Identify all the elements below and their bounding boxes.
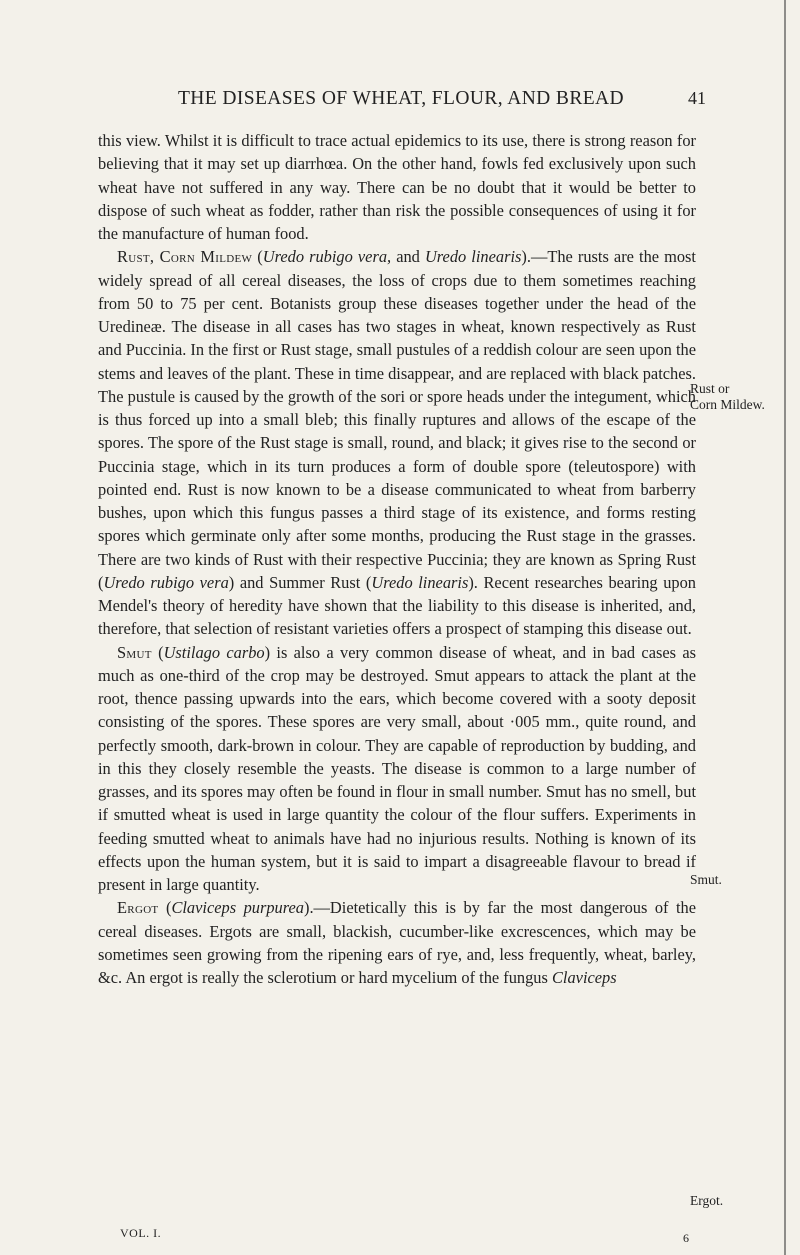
text-fragment: ).—Dietetically this is by far the most dangerous of the cereal diseases. Ergots are small, blackish, cucumber-like excrescences, which may be sometimes seen growing from the ripening ears of rye, and, less frequently, wheat, barley, &c. An ergot is really the sclerotium or hard mycelium of the fungus — [98, 898, 697, 987]
text-fragment: ). Recent researches bearing upon Mendel's theory of heredity have shown that the liability to this disease is inherited, and, therefore, that selection of resistant varieties offers a prospect of stamping this disease out. — [98, 572, 696, 639]
paragraph-ergot — [98, 896, 696, 989]
text-fragment: ( — [252, 247, 263, 267]
page-number: 41 — [688, 88, 706, 108]
text-fragment: and — [391, 247, 425, 267]
latin-name: Ustilago carbo — [163, 642, 265, 662]
running-title: THE DISEASES OF WHEAT, FLOUR, AND BREAD — [177, 88, 625, 109]
text-fragment: ) is also a very common disease of wheat, and in bad cases as much as one-third of the crop may be destroyed. Smut appears to attack the plant at the root, thence passing upwards into the ears, which become covered with a sooty deposit consisting of the spores. These spores are very small, about ·005 mm., quite round, and perfectly smooth, dark-brown in colour. They are capable of reproduction by budding, and in this they closely resemble the yeasts. The disease is common to a large number of grasses, and its spores may often be found in flour in small number. Smut has no smell, but if smutted wheat is used in large quantity the colour of the flour suffers. Experiments in feeding smutted wheat to animals have had no injurious results. Nothing is known of its effects upon the human system, but it is said to impart a disagreeable flavour to bread if present in large quantity. — [98, 642, 696, 894]
margin-note-rust — [690, 381, 790, 413]
text-fragment: ) and Summer Rust ( — [228, 572, 372, 592]
footer-volume: VOL. I. — [120, 1226, 162, 1240]
paragraph-smut — [98, 641, 696, 897]
latin-name: Claviceps purpurea — [171, 898, 304, 918]
margin-note-rust-line2: Corn Mildew. — [690, 397, 765, 412]
text-fragment: ( — [151, 642, 164, 662]
body-text — [98, 129, 696, 989]
text-fragment: ( — [158, 898, 172, 918]
margin-note-smut: Smut. — [690, 872, 722, 887]
page-edge-shadow — [784, 0, 786, 1255]
section-heading-ergot: Ergot — [117, 898, 159, 918]
text-fragment: ).—The rusts are the most widely spread of all cereal diseases, the loss of crops due to them sometimes reaching from 50 to 75 per cent. Botanists group these diseases together under the head of the Uredineæ. The disease in all cases has two stages in wheat, known respectively as Rust and Puccinia. In the first or Rust stage, small pustules of a reddish colour are seen upon the stems and leaves of the plant. These in time disappear, and are replaced with black patches. The pustule is caused by the growth of the sori or spore heads under the integument, which is thus forced up into a small bleb; this finally ruptures and allows of the escape of the spores. The spore of the Rust stage is small, round, and black; it gives rise to the second or Puccinia stage, which in its turn produces a form of double spore (teleutospore) with pointed end. Rust is now known to be a disease communicated to wheat from barberry bushes, upon which this fungus passes a third stage of its existence, and forms resting spores which germinate only after some months, producing the Rust stage in the grasses. There are two kinds of Rust with their respective Puccinia; they are known as Spring Rust ( — [98, 247, 696, 592]
paragraph-intro: this view. Whilst it is difficult to trace actual epidemics to its use, there is strong reason for believing that it may set up diarrhœa. On the other hand, fowls fed exclusively upon such wheat have not suffered in any way. There can be no doubt that it would be better to dispose of such wheat as fodder, rather than risk the possible consequences of using it for the manufacture of human food. — [98, 131, 696, 243]
latin-name: Uredo rubigo vera, — [262, 247, 392, 267]
latin-name: Claviceps — [551, 968, 617, 987]
paragraph-rust — [98, 245, 696, 640]
section-heading-rust: Rust, Corn Mildew — [117, 247, 253, 267]
latin-name: Uredo rubigo vera — [103, 572, 229, 592]
page-header — [96, 88, 706, 114]
margin-note-rust-line1: Rust or — [690, 381, 730, 396]
footer-signature: 6 — [683, 1231, 689, 1245]
margin-note-ergot: Ergot. — [690, 1193, 724, 1208]
latin-name: Uredo linearis — [424, 247, 522, 267]
latin-name: Uredo linearis — [371, 572, 469, 592]
section-heading-smut: Smut — [117, 642, 152, 662]
